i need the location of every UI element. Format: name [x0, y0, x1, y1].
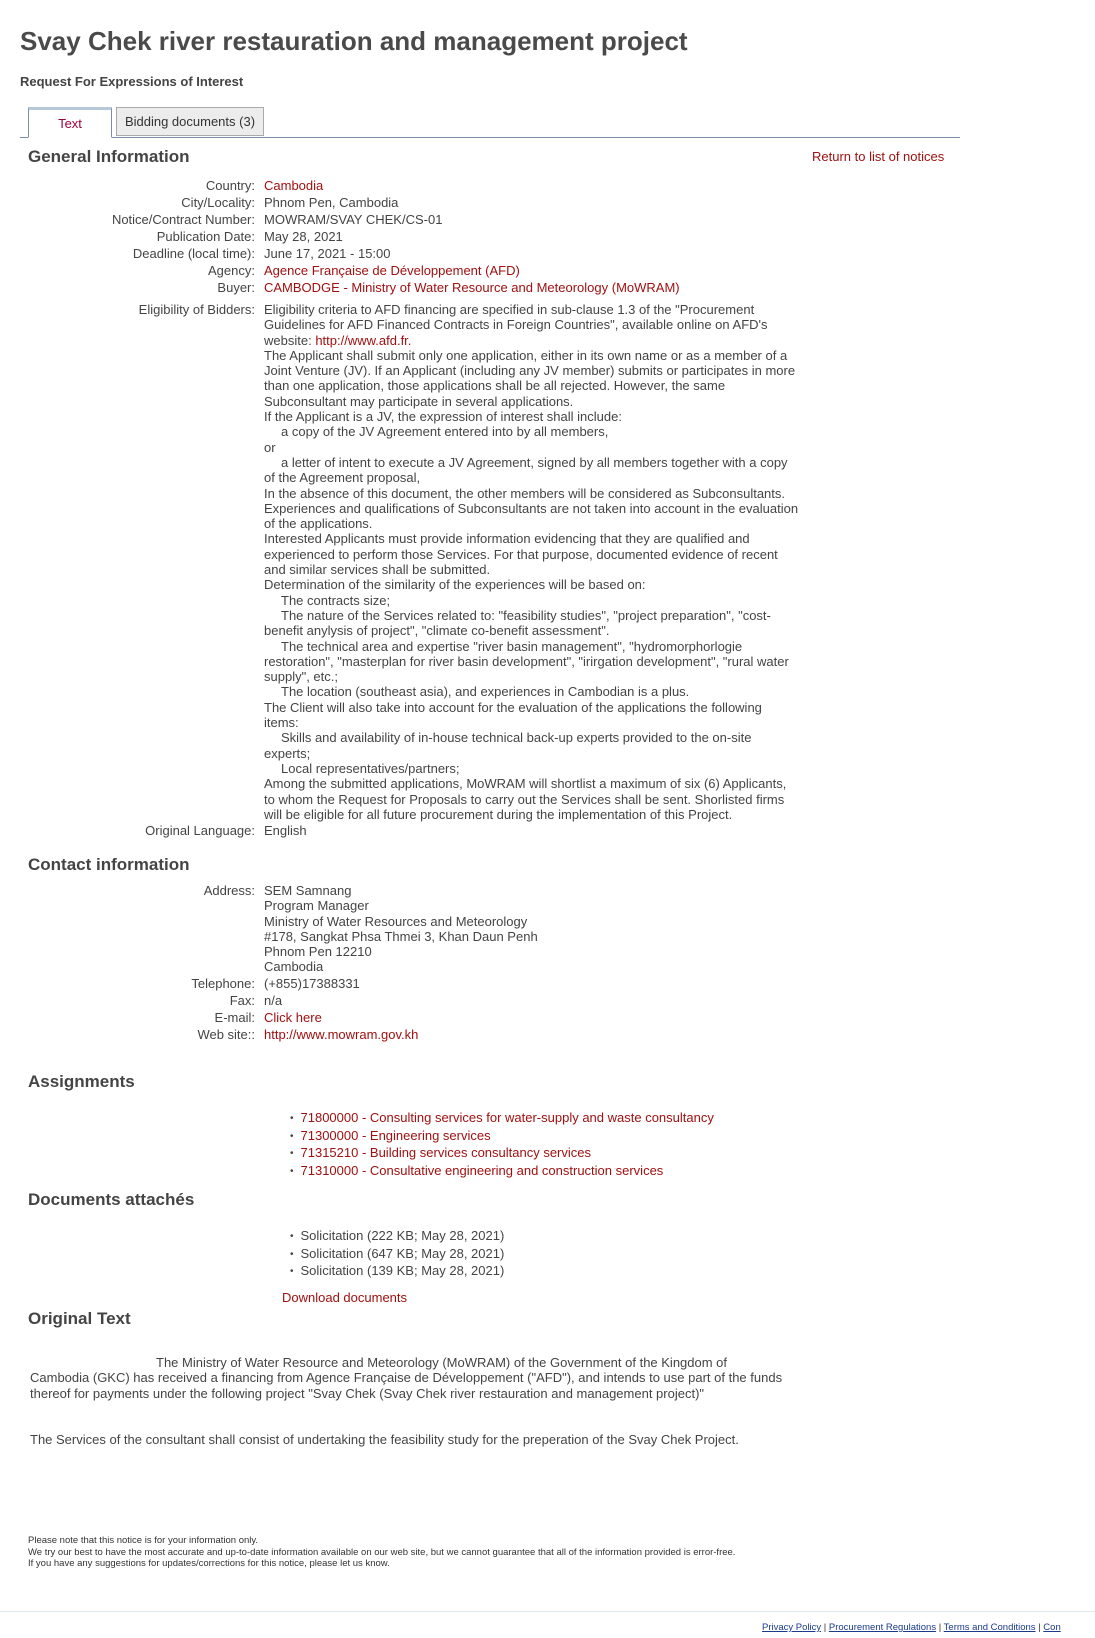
- eligibility-line: and similar services shall be submitted.: [264, 562, 491, 578]
- email-label: E-mail:: [214, 1010, 255, 1025]
- eligibility-line: experienced to perform those Services. For that purpose, documented evidence of recent: [264, 546, 778, 562]
- document-item: • Solicitation (647 KB; May 28, 2021): [290, 1246, 504, 1264]
- eligibility-line: will be eligible for all future procurement during the implementation of this Project.: [264, 806, 733, 822]
- eligibility-line: Subconsultant may participate in several applications.: [264, 393, 574, 409]
- website-link[interactable]: http://www.mowram.gov.kh: [264, 1027, 419, 1042]
- fax-value: n/a: [264, 993, 283, 1008]
- eligibility-line: Eligibility criteria to AFD financing are specified in sub-clause 1.3 of the "Procurement: [264, 302, 755, 317]
- note-line: We try our best to have the most accurate and up-to-date information available on our web site, but we cannot guarantee that all of the information provided is error-free.: [28, 1546, 736, 1558]
- eligibility-line: a letter of intent to execute a JV Agreement, signed by all members together with a copy: [281, 454, 788, 470]
- eligibility-line: Among the submitted applications, MoWRAM will shortlist a maximum of six (6) Applicants,: [264, 776, 787, 792]
- eligibility-line: Joint Venture (JV). If an Applicant (including any JV member) submits or participates in more: [264, 363, 796, 379]
- eligibility-line: Local representatives/partners;: [281, 760, 460, 776]
- eligibility-line: Interested Applicants must provide information evidencing that they are qualified and: [264, 531, 750, 547]
- eligibility-line: The location (southeast asia), and experiences in Cambodian is a plus.: [281, 684, 690, 700]
- eligibility-line: In the absence of this document, the other members will be considered as Subconsultants.: [264, 485, 786, 501]
- eligibility-line: than one application, those applications shall be all rejected. However, the same: [264, 378, 726, 394]
- general-information-heading: General Information: [28, 147, 190, 166]
- city-label: City/Locality:: [181, 195, 255, 210]
- assignment-item[interactable]: • 71310000 - Consultative engineering and construction services: [290, 1163, 714, 1181]
- eligibility-line: Skills and availability of in-house technical back-up experts provided to the on-site: [281, 730, 752, 746]
- note-line: If you have any suggestions for updates/corrections for this notice, please let us know.: [28, 1558, 390, 1569]
- note-line: Please note that this notice is for your information only.: [28, 1535, 259, 1546]
- eligibility-line: a copy of the JV Agreement entered into by all members,: [281, 424, 609, 440]
- address-value: [264, 883, 538, 975]
- return-to-list-link[interactable]: Return to list of notices: [812, 149, 945, 164]
- eligibility-line: Experiences and qualifications of Subconsultants are not taken into account in the evaluation: [264, 500, 799, 516]
- original-language-value: English: [264, 823, 307, 838]
- privacy-policy-link[interactable]: Privacy Policy: [762, 1622, 822, 1633]
- eligibility-line: items:: [264, 715, 299, 731]
- download-documents-link[interactable]: Download documents: [282, 1290, 408, 1305]
- eligibility-line: The nature of the Services related to: "feasibility studies", "project preparation", "cost-: [281, 607, 771, 623]
- eligibility-label: Eligibility of Bidders:: [138, 302, 255, 317]
- eligibility-line: of the applications.: [264, 516, 373, 532]
- original-text-line: The Ministry of Water Resource and Meteorology (MoWRAM) of the Government of the Kingdom of: [156, 1355, 728, 1370]
- eligibility-line: The Client will also take into account for the evaluation of the applications the following: [264, 699, 762, 715]
- fax-label: Fax:: [229, 993, 255, 1008]
- eligibility-line: If the Applicant is a JV, the expression of interest shall include:: [264, 409, 622, 425]
- country-label: Country:: [205, 178, 255, 193]
- eligibility-website-prefix: website:: [264, 332, 316, 348]
- tab-bar: [20, 104, 960, 138]
- eligibility-line: benefit anylysis of project", "climate co-benefit assessment".: [264, 623, 610, 639]
- eligibility-line: restoration", "masterplan for river basin development", "irirgation development", "rural water: [264, 653, 789, 669]
- eligibility-line: The technical area and expertise "river basin management", "hydromorphorlogie: [281, 638, 743, 654]
- original-language-label: Original Language:: [145, 823, 255, 838]
- telephone-label: Telephone:: [191, 976, 255, 991]
- buyer-label: Buyer:: [217, 280, 255, 295]
- eligibility-line: Determination of the similarity of the experiences will be based on:: [264, 577, 646, 593]
- agency-value[interactable]: Agence Française de Développement (AFD): [264, 263, 520, 278]
- address-line: #178, Sangkat Phsa Thmei 3, Khan Daun Penh: [264, 928, 538, 944]
- deadline-value: June 17, 2021 - 15:00: [264, 246, 391, 261]
- address-label: Address:: [203, 883, 255, 898]
- original-text-line: thereof for payments under the following project "Svay Chek (Svay Chek river restauration and management project)": [30, 1385, 705, 1401]
- address-line: Cambodia: [264, 959, 324, 975]
- telephone-value: (+855)17388331: [264, 976, 360, 991]
- tab-bidding-documents[interactable]: Bidding documents (3): [116, 107, 264, 136]
- page-title: Svay Chek river restauration and management project: [20, 26, 688, 56]
- eligibility-line: to whom the Request for Proposals to carry out the Services shall be sent. Shorlisted firms: [264, 791, 785, 807]
- eligibility-line: Guidelines for AFD Financed Contracts in Foreign Countries", available online on AFD's: [264, 317, 768, 333]
- tab-text[interactable]: Text: [28, 107, 112, 138]
- page-subtitle: Request For Expressions of Interest: [20, 74, 244, 89]
- original-text-services: The Services of the consultant shall consist of undertaking the feasibility study for the preperation of the Svay Chek Project.: [30, 1432, 739, 1447]
- original-text-heading: Original Text: [28, 1309, 131, 1328]
- contact-link[interactable]: Con: [1043, 1622, 1061, 1633]
- buyer-value[interactable]: CAMBODGE - Ministry of Water Resource and Meteorology (MoWRAM): [264, 280, 680, 295]
- eligibility-line: The Applicant shall submit only one application, either in its own name or as a member of a: [264, 347, 788, 363]
- afd-website-link[interactable]: http://www.afd.fr.: [315, 332, 412, 348]
- document-item: • Solicitation (139 KB; May 28, 2021): [290, 1263, 504, 1281]
- eligibility-line: or: [264, 439, 276, 455]
- eligibility-text: [264, 302, 824, 822]
- eligibility-line: supply", etc.;: [264, 669, 338, 685]
- city-value: Phnom Pen, Cambodia: [264, 195, 399, 210]
- eligibility-line: The contracts size;: [281, 592, 391, 608]
- country-value[interactable]: Cambodia: [264, 178, 324, 193]
- eligibility-line: of the Agreement proposal,: [264, 470, 421, 486]
- notice-number-label: Notice/Contract Number:: [111, 212, 255, 227]
- assignments-list: [290, 1110, 714, 1180]
- address-line: Program Manager: [264, 898, 369, 914]
- assignment-item[interactable]: • 71315210 - Building services consultancy services: [290, 1145, 714, 1163]
- publication-date-label: Publication Date:: [156, 229, 255, 244]
- assignment-item[interactable]: • 71800000 - Consulting services for water-supply and waste consultancy: [290, 1110, 714, 1128]
- contact-information-heading: Contact information: [28, 855, 190, 874]
- email-link[interactable]: Click here: [264, 1010, 322, 1025]
- publication-date-value: May 28, 2021: [264, 229, 343, 244]
- eligibility-line: [264, 333, 824, 348]
- address-line: Phnom Pen 12210: [264, 944, 372, 960]
- agency-label: Agency:: [208, 263, 255, 278]
- terms-and-conditions-link[interactable]: Terms and Conditions: [943, 1622, 1036, 1633]
- notice-number-value: MOWRAM/SVAY CHEK/CS-01: [264, 212, 443, 227]
- documents-list: [290, 1228, 504, 1281]
- eligibility-line: experts;: [264, 745, 311, 761]
- disclaimer-note: [28, 1535, 735, 1570]
- original-text-line: Cambodia (GKC) has received a financing from Agence Française de Développement ("AFD"), and intends to use part of the funds: [30, 1370, 783, 1386]
- deadline-label: Deadline (local time):: [132, 246, 255, 261]
- original-text-paragraph: [30, 1355, 782, 1401]
- procurement-regulations-link[interactable]: Procurement Regulations: [828, 1622, 937, 1633]
- website-label: Web site::: [197, 1027, 255, 1042]
- assignments-heading: Assignments: [28, 1072, 135, 1091]
- document-item: • Solicitation (222 KB; May 28, 2021): [290, 1228, 504, 1246]
- footer-links: Privacy Policy | Procurement Regulations | Terms and Conditions | Con: [762, 1622, 1061, 1633]
- footer-divider: [0, 1611, 1095, 1612]
- assignment-item[interactable]: • 71300000 - Engineering services: [290, 1128, 714, 1146]
- address-line: Ministry of Water Resources and Meteorology: [264, 913, 528, 929]
- address-line: SEM Samnang: [264, 883, 352, 898]
- documents-heading: Documents attachés: [28, 1190, 195, 1209]
